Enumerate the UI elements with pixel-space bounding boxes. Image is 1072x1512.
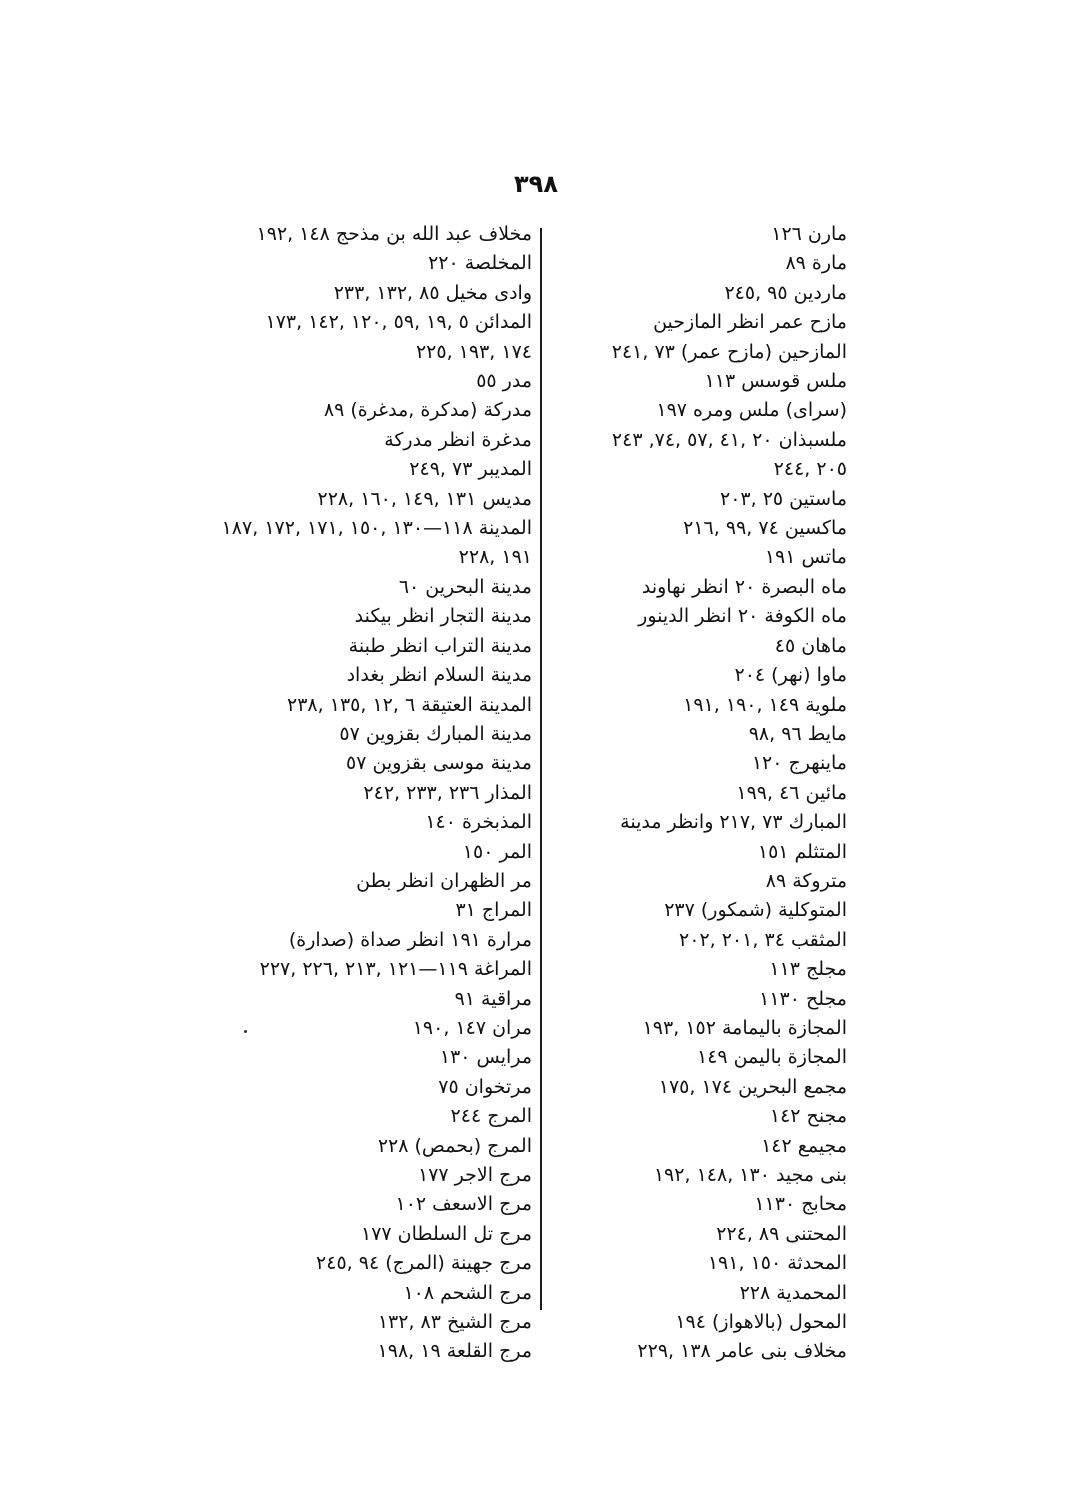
- index-entry: مرج الاجر ١٧٧: [418, 1164, 532, 1186]
- index-entry: مرج الشحم ١٠٨: [403, 1281, 532, 1304]
- index-entry: مرج القلعة ١٩ ,١٩٨: [377, 1340, 532, 1363]
- index-entry: مدينة السلام انظر بغداد: [346, 664, 532, 687]
- index-entry: المحول (بالاهواز) ١٩٤: [675, 1311, 847, 1334]
- index-entry: مدينة المبارك بقزوين ٥٧: [339, 722, 532, 745]
- index-entry: مائين ٤٦ ,١٩٩: [736, 781, 847, 804]
- index-entry: مخلاف عبد الله بن مذحج ١٤٨ ,١٩٢: [256, 223, 532, 245]
- index-entry: مرج تل السلطان ١٧٧: [361, 1222, 532, 1245]
- index-entry: مرارة ١٩١ انظر صداة (صدارة): [288, 928, 532, 951]
- index-entry: ١٩١ ,٢٢٨: [458, 546, 532, 569]
- index-entry: مايط ٩٦ ,٩٨: [748, 722, 847, 745]
- index-entry: مديس ١٣١ ,١٤٩ ,١٦٠ ,٢٢٨: [317, 487, 532, 510]
- index-entry: ماكسين ٧٤ ,٩٩ ,٢١٦: [683, 517, 847, 540]
- index-entry: ماه الكوفة ٢٠ انظر الدينور: [638, 605, 847, 628]
- index-entry: مدينة التجار انظر بيكند: [354, 605, 532, 628]
- index-entry: مجمع البحرين ١٧٤ ,١٧٥: [658, 1075, 847, 1098]
- index-entry: المذار ٢٣٦ ,٢٣٣ ,٢٤٢: [363, 781, 532, 804]
- index-entry: مارن ١٢٦: [771, 223, 847, 245]
- index-entry: المراغة ١١٩—١٢١ ,٢١٣ ,٢٢٦ ,٢٢٧: [259, 958, 532, 981]
- index-entry: وادی مخيل ٨٥ ,١٣٢ ,٢٣٣: [333, 281, 532, 304]
- index-entry: مرج الشيخ ٨٣ ,١٣٢: [377, 1311, 532, 1334]
- index-entry: متروكة ٨٩: [765, 869, 847, 892]
- index-entry: مرايس ١٣٠: [439, 1046, 532, 1069]
- index-entry: مدر ٥٥: [476, 370, 532, 393]
- index-entry: مدركة (مدكرة ,مدغرة) ٨٩: [323, 399, 532, 422]
- index-entry: ملوية ١٤٩ ,١٩٠ ,١٩١: [683, 693, 847, 716]
- index-entry: المبارك ٧٣ ,٢١٧ وانظر مدينة: [620, 811, 847, 834]
- index-entry: المخلصة ٢٢٠: [428, 252, 532, 275]
- column-divider: [540, 228, 542, 1310]
- index-entry: مر الظهران انظر بطن: [356, 869, 532, 892]
- index-entry: المحتنی ٨٩ ,٢٢٤: [716, 1222, 847, 1245]
- index-entry: ماوا (نهر) ٢٠٤: [734, 664, 847, 687]
- index-entry: بنی مجید ١٣٠ ,١٤٨ ,١٩٢: [653, 1164, 847, 1186]
- index-entry: (سرای) ملس ومره ١٩٧: [656, 399, 847, 422]
- index-entry: محابج ١١٣٠: [754, 1193, 847, 1216]
- index-entry: المرج ٢٤٤: [450, 1105, 532, 1128]
- index-entry: المدائن ٥ ,١٩ ,٥٩ ,١٢٠ ,١٤٢ ,١٧٣: [265, 311, 532, 334]
- index-entry: مجنح ١٤٢: [769, 1105, 847, 1128]
- index-entry: ملسبذان ٢٠ ,٤١ ,٥٧ ,٧٤, ٢٤٣: [611, 428, 847, 451]
- index-entry: المرج (بحمص) ٢٢٨: [377, 1134, 532, 1157]
- index-entry: مرج الاسعف ١٠٢: [395, 1193, 532, 1216]
- index-entry: المتوكلية (شمكور) ٢٣٧: [664, 899, 847, 922]
- index-entry: مجلح ١١٣٠: [759, 987, 847, 1010]
- index-entry: المثقب ٣٤ ,٢٠١ ,٢٠٢: [679, 928, 847, 951]
- index-entry: ماتس ١٩١: [764, 546, 847, 569]
- index-entry: المجازة باليمامة ١٥٢ ,١٩٣: [642, 1016, 847, 1039]
- index-entry: مخلاف بنی عامر ١٣٨ ,٢٢٩: [637, 1340, 847, 1363]
- page-number: ٣٩٨: [514, 170, 558, 198]
- index-entry: ماهان ٤٥: [774, 634, 847, 657]
- index-entry: المديبر ٧٣ ,٢٤٩: [409, 458, 532, 481]
- stray-mark: [244, 1030, 247, 1033]
- index-entry: مدغرة انظر مدركة: [384, 428, 532, 451]
- index-entry: ٢٠٥ ,٢٤٤: [773, 458, 847, 481]
- index-entry: مازح عمر انظر المازحين: [653, 311, 847, 334]
- index-entry: مارة ٨٩: [785, 252, 847, 275]
- index-entry: المحمدية ٢٢٨: [739, 1281, 847, 1304]
- index-entry: المدينة ١١٨—١٣٠ ,١٥٠ ,١٧١ ,١٧٢ ,١٨٧: [221, 517, 532, 540]
- index-entry: مجلج ١١٣: [769, 958, 847, 981]
- index-entry: المر ١٥٠: [462, 840, 532, 863]
- index-entry: ماينهرج ١٢٠: [751, 752, 847, 775]
- index-entry: المحدثة ١٥٠ ,١٩١: [707, 1252, 847, 1275]
- index-entry: مجيمع ١٤٢: [761, 1134, 847, 1157]
- index-entry: المذبخرة ١٤٠: [425, 811, 532, 834]
- index-entry: المراج ٣١: [455, 899, 532, 922]
- index-entry: مرج جهينة (المرج) ٩٤ ,٢٤٥: [316, 1252, 532, 1275]
- index-entry: مراقية ٩١: [454, 987, 532, 1010]
- index-entry: ماستين ٢٥ ,٢٠٣: [720, 487, 847, 510]
- index-entry: المازحين (مازح عمر) ٧٣ ,٢٤١: [611, 340, 847, 363]
- index-entry: مدينة البحرين ٦٠: [398, 575, 532, 598]
- index-entry: المتثلم ١٥١: [757, 840, 847, 863]
- index-column-left: [221, 220, 532, 1367]
- index-entry: ١٧٤ ,١٩٣ ,٢٢٥: [415, 340, 532, 363]
- index-entry: مدينة التراب انظر طبنة: [348, 634, 532, 657]
- index-entry: ماردين ٩٥ ,٢٤٥: [724, 281, 847, 304]
- index-entry: المجازة باليمن ١٤٩: [697, 1046, 847, 1069]
- index-entry: ملس قوسس ١١٣: [704, 370, 847, 393]
- index-entry: مدينة موسى بقزوين ٥٧: [346, 752, 532, 775]
- index-entry: مرتخوان ٧٥: [438, 1075, 532, 1098]
- index-entry: ماه البصرة ٢٠ انظر نهاوند: [641, 575, 847, 598]
- index-entry: مران ١٤٧ ,١٩٠: [412, 1016, 532, 1039]
- index-column-right: [547, 220, 847, 1367]
- index-entry: المدينة العتيقة ٦ ,١٢ ,١٣٥ ,٢٣٨: [287, 693, 532, 716]
